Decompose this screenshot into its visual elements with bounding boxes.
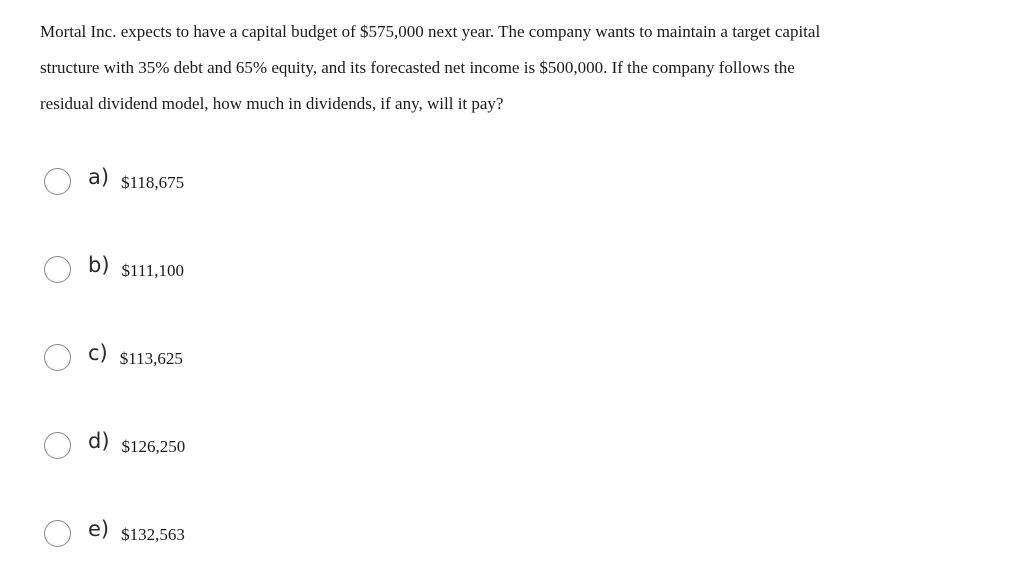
radio-button-c[interactable] [44, 344, 71, 371]
option-value: $132,563 [121, 525, 185, 544]
answer-option-c[interactable] [44, 341, 183, 373]
question-text [40, 14, 1000, 122]
option-letter: b) [88, 253, 110, 277]
radio-button-a[interactable] [44, 168, 71, 195]
option-letter: e) [88, 517, 110, 541]
option-value: $111,100 [121, 261, 185, 280]
option-value: $126,250 [121, 437, 186, 456]
option-letter: c) [88, 341, 108, 365]
question-line: structure with 35% debt and 65% equity, and its forecasted net income is $500,000. If the company follows the [40, 58, 795, 77]
answer-option-e[interactable] [44, 517, 185, 549]
option-letter: d) [88, 429, 110, 453]
answer-option-b[interactable] [44, 253, 184, 285]
option-letter: a) [88, 165, 110, 189]
question-line: Mortal Inc. expects to have a capital budget of $575,000 next year. The company wants to maintain a target capital [40, 22, 821, 41]
question-line: residual dividend model, how much in dividends, if any, will it pay? [40, 94, 504, 113]
option-value: $113,625 [119, 349, 183, 368]
answer-option-a[interactable] [44, 165, 184, 197]
radio-button-e[interactable] [44, 520, 71, 547]
answer-option-d[interactable] [44, 429, 185, 461]
radio-button-b[interactable] [44, 256, 71, 283]
radio-button-d[interactable] [44, 432, 71, 459]
option-value: $118,675 [121, 173, 185, 192]
